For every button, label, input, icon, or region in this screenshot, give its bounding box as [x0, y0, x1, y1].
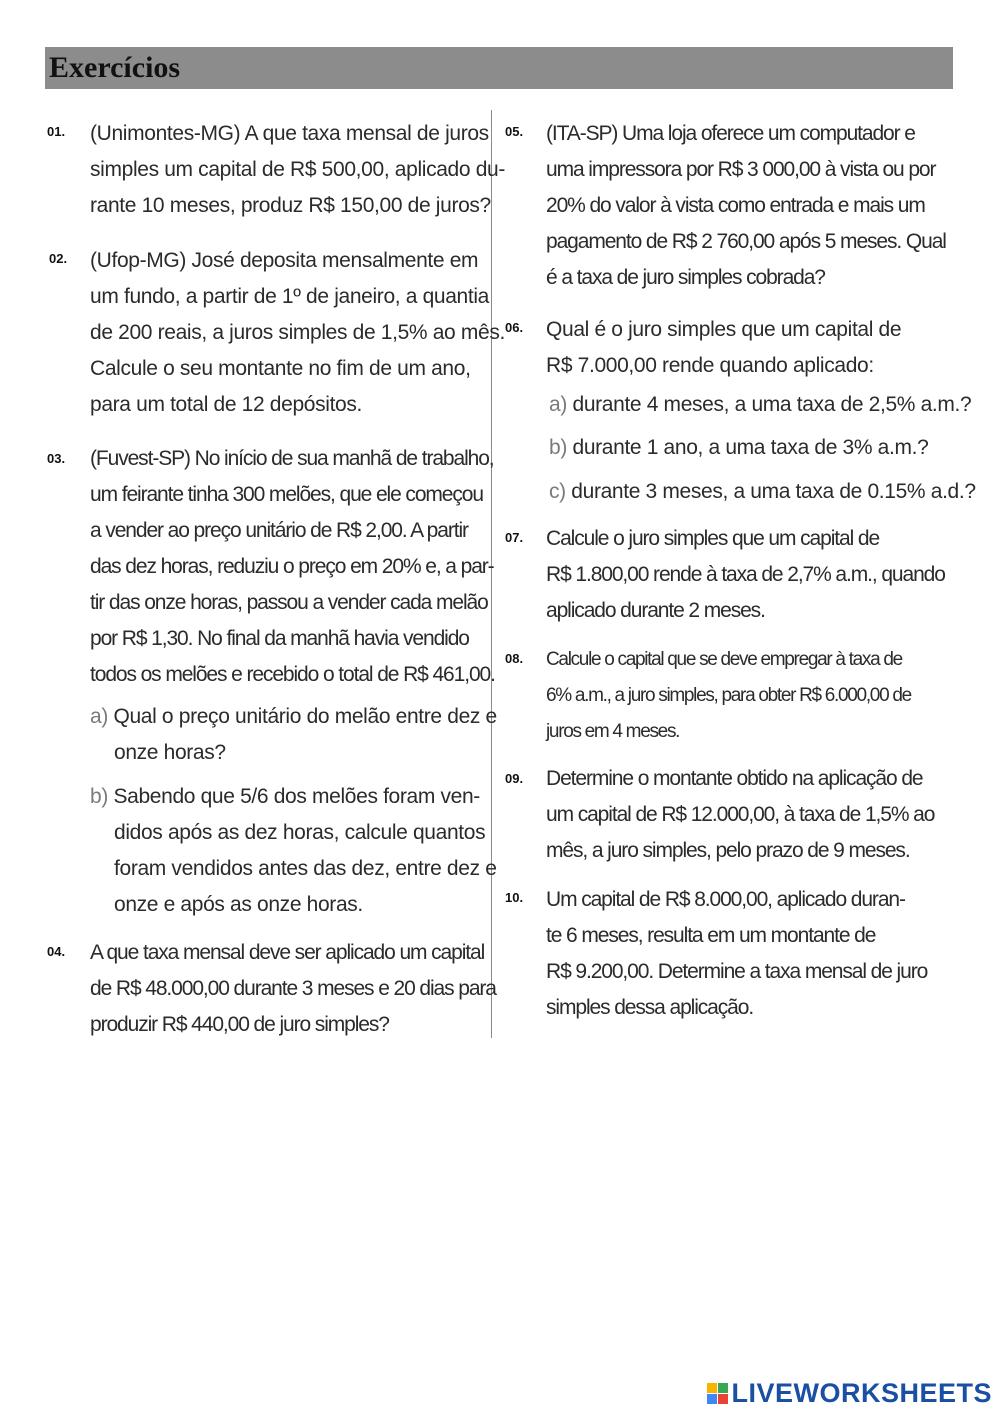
text-line: R$ 9.200,00. Determine a taxa mensal de juro: [546, 960, 928, 983]
item-letter: c): [549, 480, 566, 503]
text-line: 6% a.m., a juro simples, para obter R$ 6.000,00 de: [546, 685, 911, 706]
item-letter: a): [549, 393, 567, 416]
text-line: Calcule o capital que se deve empregar à taxa de: [546, 649, 902, 670]
exercise-01-text: [90, 116, 505, 224]
text-line: para um total de 12 depósitos.: [90, 393, 363, 416]
exercise-03-text: [90, 441, 495, 693]
liveworksheets-logo: [707, 1378, 992, 1408]
exercise-01-number: 01.: [47, 124, 66, 139]
text-line: todos os melões e recebido o total de R$ 461,00.: [90, 663, 495, 686]
text-line: pagamento de R$ 2 760,00 após 5 meses. Qual: [546, 230, 946, 253]
text-line: Sabendo que 5/6 dos melões foram ven-: [113, 785, 480, 808]
text-line: aplicado durante 2 meses.: [546, 599, 765, 622]
text-line: das dez horas, reduziu o preço em 20% e, a par-: [90, 555, 494, 578]
text-line: (ITA-SP) Uma loja oferece um computador e: [546, 122, 915, 145]
exercise-06-item-b: [549, 430, 928, 466]
text-line: por R$ 1,30. No final da manhã havia vendido: [90, 627, 469, 650]
exercise-09-text: [546, 761, 934, 869]
text-line: mês, a juro simples, pelo prazo de 9 meses.: [546, 839, 910, 862]
exercise-06-item-a: [549, 387, 971, 423]
exercise-06-number: 06.: [505, 320, 524, 335]
text-line: um fundo, a partir de 1º de janeiro, a quantia: [90, 285, 490, 308]
text-line: rante 10 meses, produz R$ 150,00 de juros?: [90, 194, 491, 217]
text-line: Calcule o juro simples que um capital de: [546, 527, 880, 550]
text-line: A que taxa mensal deve ser aplicado um capital: [90, 941, 485, 964]
text-line: (Fuvest-SP) No início de sua manhã de trabalho,: [90, 447, 494, 470]
exercise-06-text: [546, 312, 901, 384]
exercise-05-number: 05.: [505, 124, 524, 139]
exercise-03-item-b: [90, 779, 480, 815]
text-line: (Ufop-MG) José deposita mensalmente em: [90, 249, 479, 272]
exercise-02-number: 02.: [49, 251, 68, 266]
text-line: (Unimontes-MG) A que taxa mensal de juros: [90, 122, 489, 145]
text-line: simples dessa aplicação.: [546, 996, 754, 1019]
text-line: juros em 4 meses.: [546, 721, 680, 742]
page-title: Exercícios: [49, 51, 181, 84]
text-line: foram vendidos antes das dez, entre dez e: [114, 857, 497, 880]
exercise-09-number: 09.: [505, 771, 524, 786]
text-line: onze horas?: [114, 741, 226, 764]
exercise-02-text: [90, 243, 505, 423]
text-line: produzir R$ 440,00 de juro simples?: [90, 1013, 389, 1036]
text-line: uma impressora por R$ 3 000,00 à vista ou por: [546, 158, 936, 181]
item-letter: b): [90, 785, 108, 808]
exercise-03-number: 03.: [47, 451, 66, 466]
logo-grid-icon: [707, 1383, 728, 1404]
text-line: de R$ 48.000,00 durante 3 meses e 20 dias para: [90, 977, 496, 1000]
exercise-04-number: 04.: [47, 944, 66, 959]
exercise-03-item-b-continued: [114, 815, 497, 923]
text-line: tir das onze horas, passou a vender cada melão: [90, 591, 488, 614]
text-line: didos após as dez horas, calcule quantos: [114, 821, 486, 844]
header-bar: [45, 47, 953, 89]
logo-text: LIVEWORKSHEETS: [731, 1377, 992, 1408]
text-line: simples um capital de R$ 500,00, aplicado du-: [90, 158, 505, 181]
exercise-05-text: [546, 116, 946, 296]
text-line: é a taxa de juro simples cobrada?: [546, 266, 825, 289]
text-line: Qual o preço unitário do melão entre dez e: [113, 705, 497, 728]
exercise-04-text: [90, 935, 496, 1043]
text-line: durante 1 ano, a uma taxa de 3% a.m.?: [572, 436, 929, 459]
text-line: R$ 1.800,00 rende à taxa de 2,7% a.m., quando: [546, 563, 945, 586]
text-line: a vender ao preço unitário de R$ 2,00. A partir: [90, 519, 468, 542]
text-line: durante 4 meses, a uma taxa de 2,5% a.m.?: [572, 393, 972, 416]
exercise-07-number: 07.: [505, 530, 524, 545]
exercise-10-text: [546, 882, 927, 1026]
exercise-10-number: 10.: [505, 890, 524, 905]
text-line: 20% do valor à vista como entrada e mais um: [546, 194, 925, 217]
exercise-03-item-a-continued: [114, 735, 226, 771]
item-letter: a): [90, 705, 108, 728]
text-line: um capital de R$ 12.000,00, à taxa de 1,5% ao: [546, 803, 935, 826]
item-letter: b): [549, 436, 567, 459]
text-line: R$ 7.000,00 rende quando aplicado:: [546, 354, 874, 377]
text-line: onze e após as onze horas.: [114, 893, 363, 916]
text-line: um feirante tinha 300 melões, que ele começou: [90, 483, 483, 506]
text-line: Calcule o seu montante no fim de um ano,: [90, 357, 471, 380]
exercise-08-text: [546, 642, 911, 750]
text-line: durante 3 meses, a uma taxa de 0.15% a.d.?: [571, 480, 976, 503]
exercise-03-item-a: [90, 699, 497, 735]
text-line: Determine o montante obtido na aplicação de: [546, 767, 923, 790]
exercise-06-item-c: [549, 474, 976, 510]
exercise-07-text: [546, 521, 945, 629]
text-line: Qual é o juro simples que um capital de: [546, 318, 902, 341]
text-line: te 6 meses, resulta em um montante de: [546, 924, 876, 947]
exercise-08-number: 08.: [505, 651, 524, 666]
text-line: Um capital de R$ 8.000,00, aplicado duran-: [546, 888, 905, 911]
text-line: de 200 reais, a juros simples de 1,5% ao mês.: [90, 321, 505, 344]
